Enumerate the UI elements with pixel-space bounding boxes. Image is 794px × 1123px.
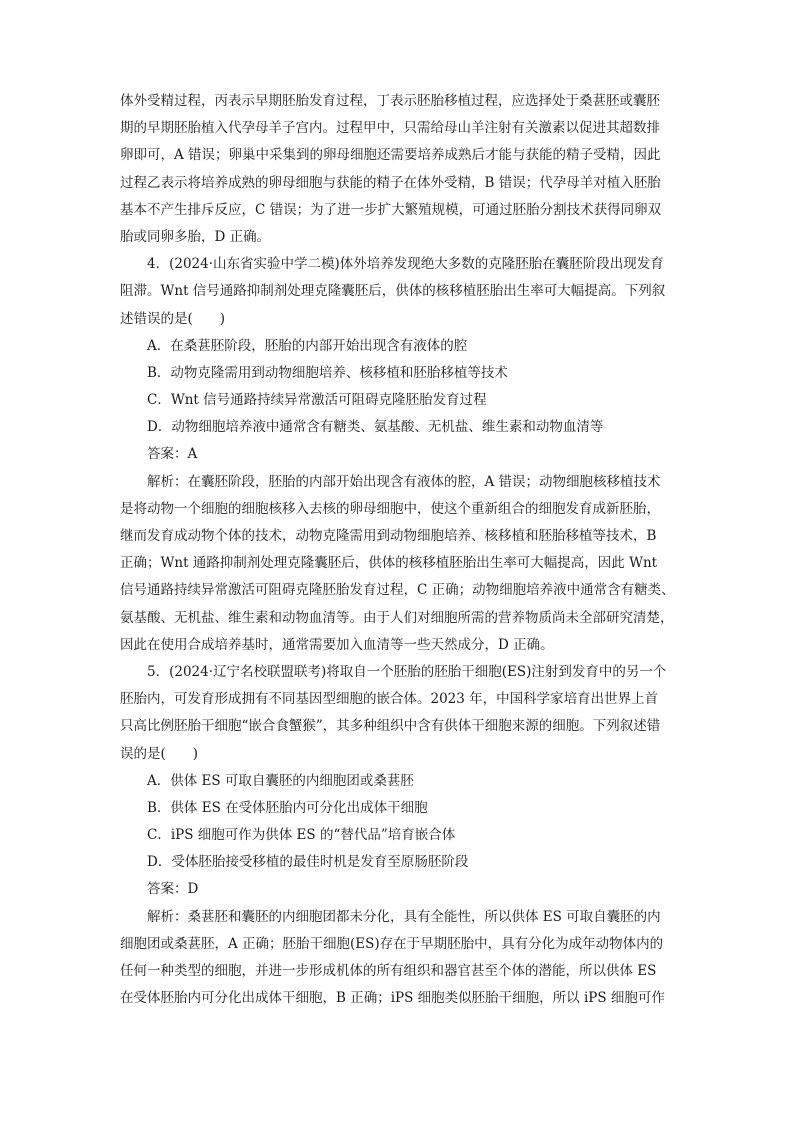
answer-option [120,822,680,849]
text-line: 是将动物一个细胞的细胞核移入去核的卵母细胞中，使这个重新组合的细胞发育成新胚胎， [120,500,660,517]
text-line: 4．(2024·山东省实验中学二模)体外培养发现绝大多数的克隆胚胎在囊胚阶段出现发育 [147,256,664,273]
text-line: D．受体胚胎接受移植的最佳时机是发育至原肠胚阶段 [147,854,469,871]
text-line: 只高比例胚胎干细胞“嵌合食蟹猴”，其多种组织中含有供体干细胞来源的细胞。下列叙述错 [120,718,661,735]
text-line: 阻滞。Wnt 信号通路抑制剂处理克隆囊胚后，供体的核移植胚胎出生率可大幅提高。下列叙 [120,283,666,300]
answer-option [120,360,680,387]
text-line: 解析：在囊胚阶段，胚胎的内部开始出现含有液体的腔，A 错误；动物细胞核移植技术 [147,473,661,490]
answer-option [120,333,680,360]
text-line: B．供体 ES 在受体胚胎内可分化出成体干细胞 [147,799,428,816]
document-body [120,88,680,1012]
question-stem [120,659,680,768]
answer-option [120,414,680,441]
text-line: 体外受精过程，丙表示早期胚胎发育过程，丁表示胚胎移植过程，应选择处于桑葚胚或囊胚 [120,93,660,109]
answer-line [120,441,680,468]
text-line: 答案：D [147,881,199,898]
text-line: 述错误的是( ) [120,310,226,327]
analysis-paragraph [120,469,680,659]
text-line: A．供体 ES 可取自囊胚的内细胞团或桑葚胚 [147,772,414,789]
text-line: 5．(2024·辽宁名校联盟联考)将取自一个胚胎的胚胎干细胞(ES)注射到发育中的另一个 [147,663,667,680]
text-line: 信号通路持续异常激活可阻碍克隆胚胎发育过程，C 正确；动物细胞培养液中通常含有糖类、 [120,582,675,599]
answer-option [120,849,680,876]
text-line: 在受体胚胎内可分化出成体干细胞，B 正确；iPS 细胞类似胚胎干细胞，所以 iPS 细胞可作 [120,990,665,1007]
text-line: 任何一种类型的细胞，并进一步形成机体的所有组织和器官甚至个体的潜能，所以供体 ES [120,963,657,979]
text-line: 解析：桑葚胚和囊胚的内细胞团都未分化，具有全能性，所以供体 ES 可取自囊胚的内 [147,908,661,925]
text-line: B．动物克隆需用到动物细胞培养、核移植和胚胎移植等技术 [147,364,508,381]
text-line: 基本不产生排斥反应，C 错误；为了进一步扩大繁殖规模，可通过胚胎分割技术获得同卵双 [120,201,662,218]
text-line: 细胞团或桑葚胚，A 正确；胚胎干细胞(ES)存在于早期胚胎中，具有分化为成年动物体内的 [120,935,664,952]
analysis-paragraph [120,904,680,1013]
text-line: 胎或同卵多胎，D 正确。 [120,228,271,245]
text-line: C．iPS 细胞可作为供体 ES 的“替代品”培育嵌合体 [147,827,456,844]
text-line: C．Wnt 信号通路持续异常激活可阻碍克隆胚胎发育过程 [147,392,487,409]
answer-option [120,768,680,795]
paragraph [120,88,680,251]
text-line: D．动物细胞培养液中通常含有糖类、氨基酸、无机盐、维生素和动物血清等 [147,419,604,436]
answer-option [120,795,680,822]
text-line: 因此在使用合成培养基时，通常需要加入血清等一些天然成分，D 正确。 [120,636,554,653]
text-line: 过程乙表示将培养成熟的卵母细胞与获能的精子在体外受精，B 错误；代孕母羊对植入胚胎 [120,174,661,191]
question-stem [120,251,680,333]
text-line: 误的是( ) [120,745,199,762]
answer-option [120,387,680,414]
text-line: 继而发育成动物个体的技术，动物克隆需用到动物细胞培养、核移植和胚胎移植等技术，B [120,528,657,544]
answer-line [120,876,680,903]
text-line: 答案：A [147,446,198,463]
text-line: 卵即可，A 错误；卵巢中采集到的卵母细胞还需要培养成熟后才能与获能的精子受精，因此 [120,147,661,164]
text-line: 正确；Wnt 通路抑制剂处理克隆囊胚后，供体的核移植胚胎出生率可大幅提高，因此 Wnt [120,555,658,572]
text-line: 氨基酸、无机盐、维生素和动物血清等。由于人们对细胞所需的营养物质尚未全部研究清楚， [120,609,674,626]
text-line: 期的早期胚胎植入代孕母羊子宫内。过程甲中，只需给母山羊注射有关激素以促进其超数排 [120,120,660,137]
text-line: 胚胎内，可发育形成拥有不同基因型细胞的嵌合体。2023 年，中国科学家培育出世界上首 [120,691,659,708]
text-line: A．在桑葚胚阶段，胚胎的内部开始出现含有液体的腔 [147,337,468,354]
